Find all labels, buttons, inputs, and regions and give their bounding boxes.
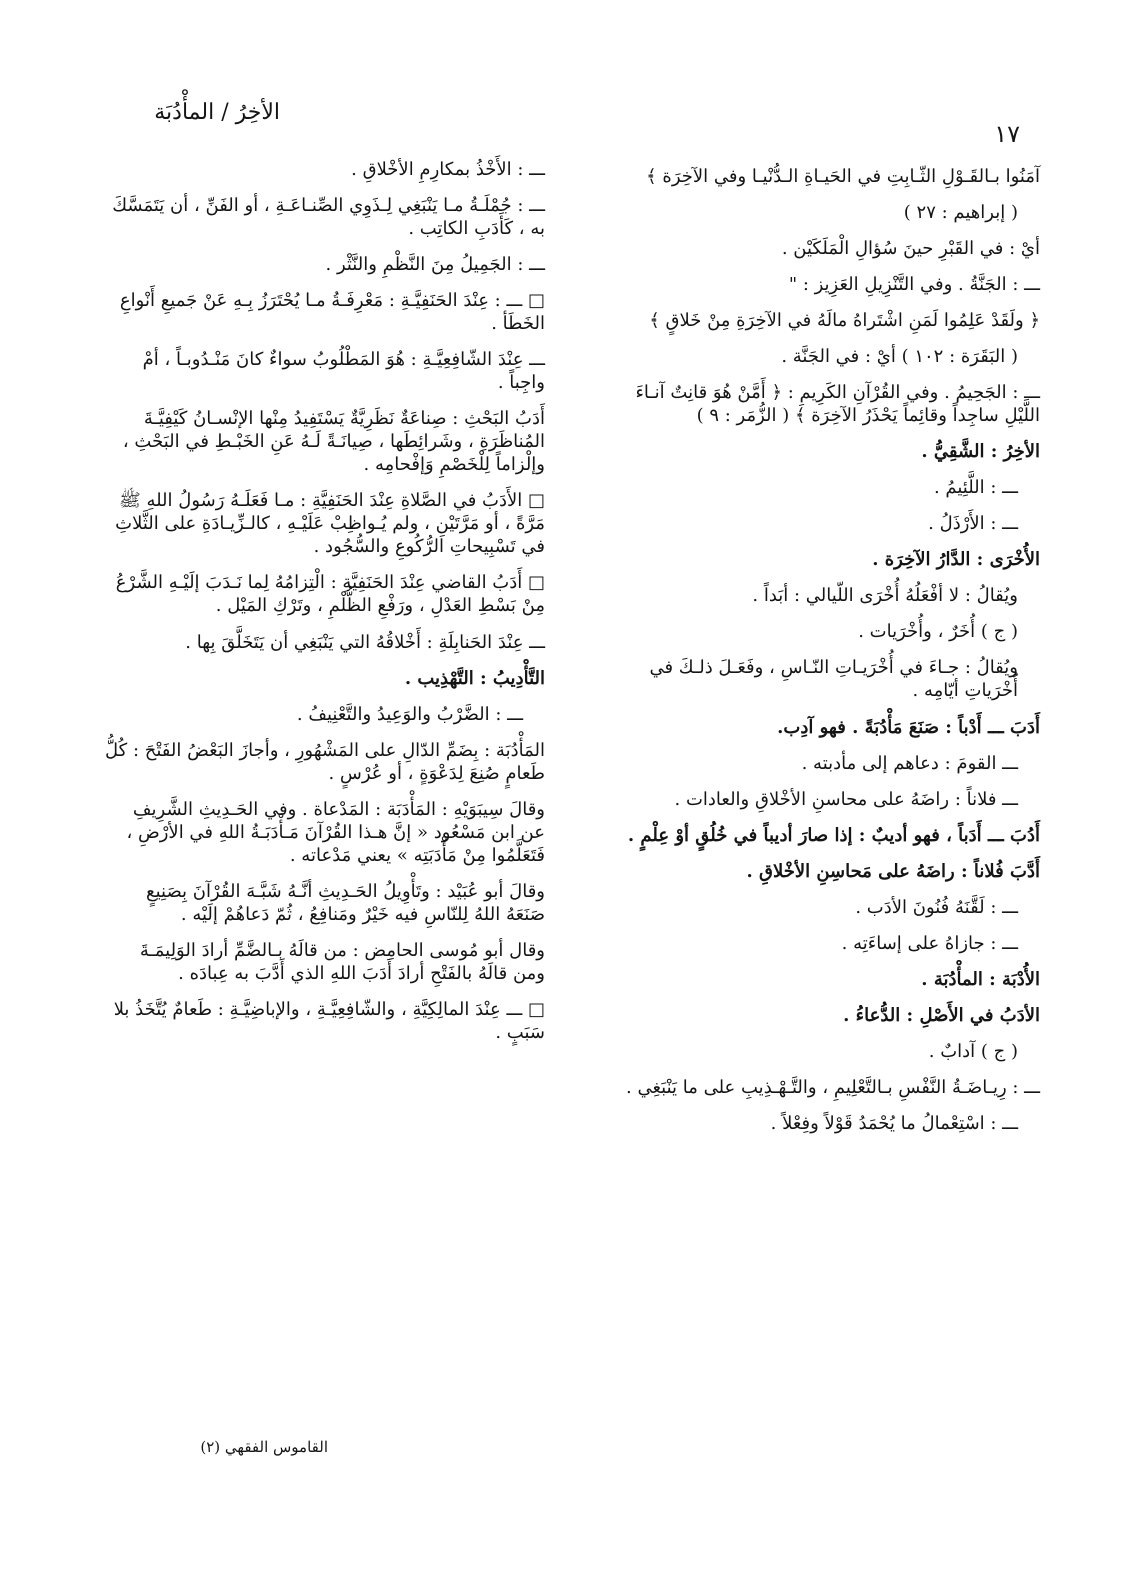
- right-entry-headword: أَدُبَ ـــ أَدَباً ، فهو أديبٌ : إذا صارَ أديباً في خُلُقٍ أوْ عِلْمٍ .: [627, 824, 1040, 846]
- right-entry-headword: الأُخْرَى : الدَّارُ الآخِرَة .: [872, 549, 1040, 571]
- left-paragraph-11: ـــ : الضَّرْبُ والوَعِيدُ والتَّعْنِيفُ .: [296, 703, 523, 725]
- left-paragraph-12: المَأْدُبَة : بِضَمِّ الدّالِ على المَشْهُورِ ، وأجازَ البَعْضُ الفَتْحَ : كُلُّ طَعامٍ صُنِعَ لِدَعْوَةٍ ، أو عُرْسٍ .: [105, 739, 545, 784]
- right-paragraph-10: ـــ : الأَرْذَلُ .: [928, 513, 1018, 535]
- right-paragraph-5: ﴿ ولَقَدْ عَلِمُوا لَمَنِ اشْتَراهُ مالَهُ في الآخِرَةِ مِنْ خَلاقٍ ﴾: [649, 310, 1040, 332]
- left-paragraph-3: ـــ : الجَمِيلُ مِنَ النَّظْمِ والنَّثْر .: [325, 254, 545, 276]
- right-column: [600, 165, 1040, 1148]
- right-entry-headword: الأُدْبَة : المأْدُبَة .: [921, 968, 1040, 990]
- running-head: الأخِرُ / المأْدُبَة: [154, 100, 280, 125]
- left-paragraph-5: ـــ عِنْدَ الشّافِعِيَّـةِ : هُوَ المَطْلُوبُ سواءٌ كانَ مَنْـدُوبـاً ، أمْ واجِباً .: [142, 349, 545, 394]
- left-paragraph-2: ـــ : جُمْلَـةُ مـا يَنْبَغِي لِـذَوِي الصِّنـاعَـةِ ، أو الفَنِّ ، أن يَتَمَسَّكَ به ، كَأَدَبِ الكاتِب .: [112, 195, 545, 240]
- right-entry-headword: الأخِرُ : الشَّقِيُّ .: [921, 441, 1040, 463]
- left-paragraph-8: □ أَدَبُ القاضي عِنْدَ الحَنَفِيَّةِ : الْتِزامُهُ لِما نَـدَبَ إلَيْـهِ الشَّرْعُ مِنْ بَسْطِ العَدْلِ ، ورَفْعِ الظُّلْمِ ، وتَرْكِ المَيْل .: [115, 572, 545, 617]
- right-paragraph-13: ( ج ) أُخَرٌ ، وأُخْرَيات .: [858, 621, 1018, 643]
- right-paragraph-6: ( البَقَرَة : ١٠٢ ) أيْ : في الجَنَّة .: [781, 346, 1018, 368]
- left-entry-headword: التَّأْدِيبُ : التَّهْذِيب .: [404, 667, 545, 689]
- page-footer: القاموس الفقهي (٢): [200, 1438, 328, 1456]
- left-paragraph-1: ـــ : الأَخْذُ بمكارِمِ الأخْلاقِ .: [351, 159, 545, 180]
- right-paragraph-20: ـــ : لَقَّنَهُ فُنُونَ الأدَب .: [855, 896, 1018, 918]
- right-paragraph-17: ـــ فلاناً : راضَهُ على محاسنِ الأخْلاقِ والعادات .: [674, 788, 1018, 810]
- right-paragraph-14: ويُقالُ : جـاءَ في أُخْرَيـاتِ النّـاسِ ، وفَعَـلَ ذلـكَ في أُخْرَياتِ أيّامِه .: [649, 657, 1018, 702]
- right-paragraph-9: ـــ : اللَّئِيمُ .: [933, 477, 1018, 499]
- right-paragraph-16: ـــ القومَ : دعاهم إلى مأدبته .: [801, 752, 1018, 774]
- right-paragraph-4: ـــ : الجَنَّةُ . وفي التَّنْزِيلِ العَزِيز : ": [788, 274, 1040, 296]
- left-paragraph-9: ـــ عِنْدَ الحَنابِلَةِ : أَخْلاقُهُ التي يَنْبَغِي أن يَتَخَلَّقَ بِها .: [185, 631, 545, 653]
- right-entry-headword: الأدَبُ في الأَصْلِ : الدُّعاءُ .: [843, 1004, 1040, 1026]
- right-paragraph-2: ( إبراهيم : ٢٧ ): [903, 202, 1018, 224]
- right-entry-headword: أَدَّبَ فُلاناً : راضَهُ على مَحاسِنِ الأخْلاقِ .: [746, 860, 1040, 882]
- right-paragraph-1: آمَنُوا بـالقَـوْلِ الثّـابِتِ في الحَيـاةِ الـدُّنْيـا وفي الآخِرَة ﴾: [646, 166, 1040, 187]
- page-number: ١٧: [994, 120, 1020, 148]
- right-paragraph-12: ويُقالُ : لا أفْعَلُهُ أُخْرَى اللّيالي : أبَداً .: [752, 585, 1018, 607]
- right-entry-headword: أَدَبَ ـــ أَدْباً : صَنَعَ مَأْدُبَةً . فهو آدِب.: [777, 716, 1040, 738]
- right-paragraph-3: أيْ : في القَبْرِ حينَ سُؤالِ الْمَلَكَيْن .: [781, 238, 1040, 260]
- left-paragraph-7: □ الأَدَبُ في الصَّلاةِ عِنْدَ الحَنَفِيَّةِ : مـا فَعَلَـهُ رَسُولُ اللهِ ﷺ مَرَّةً ، أو مَرَّتَيْنِ ، ولم يُـواظِبْ عَلَيْـهِ ، كالـزِّيـادَةِ على الثَّلاثِ في تَسْبِيحاتِ الرُّكُوعِ والسُّجُود .: [115, 490, 545, 558]
- left-paragraph-6: أَدَبُ البَحْثِ : صِناعَةٌ نَظَرِيَّةٌ يَسْتَفِيدُ مِنْها الإنْسـانُ كَيْفِيَّـةَ المُناظَرَةِ ، وشَرائِطَها ، صِيانَـةً لَـهُ عَنِ الخَبْـطِ في البَحْثِ ، وإلْزاماً لِلْخَصْمِ وَإفْحامِه .: [122, 408, 545, 476]
- left-paragraph-16: □ ـــ عِنْدَ المالِكِيَّةِ ، والشّافِعِيَّـةِ ، والإباضِيَّـةِ : طَعامٌ يُتَّخَذُ بلا سَبَبٍ .: [113, 998, 545, 1043]
- right-paragraph-25: ـــ : رِيـاضَـةُ النَّفْسِ بـالتَّعْلِيمِ ، والتَّـهْـذِيبِ على ما يَنْبَغِي .: [626, 1076, 1040, 1098]
- right-paragraph-21: ـــ : جازاهُ على إساءَتِه .: [841, 932, 1018, 954]
- right-paragraph-7: ـــ : الجَحِيمُ . وفي القُرْآنِ الكَرِيمِ : ﴿ أَمَّنْ هُوَ قانِتٌ آنـاءَ اللَّيْلِ ساجِداً وقائِماً يَحْذَرُ الآخِرَة ﴾ ( الزُّمَر : ٩ ): [635, 382, 1040, 427]
- left-paragraph-15: وقال أبو مُوسى الحامِض : من قالَهُ بـالضَّمِّ أرادَ الوَلِيمَـةَ ومن قالَهُ بالفَتْحِ أرادَ أَدَبَ اللهِ الذي أَدَّبَ به عِبادَه .: [139, 939, 545, 984]
- right-paragraph-24: ( ج ) آدابٌ .: [928, 1040, 1018, 1062]
- left-paragraph-14: وقالَ أبو عُبَيْد : وتَأْوِيلُ الحَـدِيثِ أنَّـهُ شَبَّـهَ القُرْآنَ بِصَنِيعٍ صَنَعَهُ اللهُ لِلنّاسِ فيه خَيْرٌ ومَنافِعُ ، ثُمّ دَعاهُمْ إلَيْه .: [146, 880, 545, 925]
- left-column: [105, 158, 545, 1057]
- left-paragraph-13: وقالَ سِيبَوَيْهِ : المَأْدَبَة : المَدْعاة . وفي الحَـدِيثِ الشَّرِيفِ عن ابن مَسْعُود « إنَّ هـذا القُرْآنَ مَـأْدَبَـةُ اللهِ في الأرْضِ ، فَتَعَلَّمُوا مِنْ مَأْدَبَتِه » يعني مَدْعاته .: [126, 798, 545, 866]
- left-paragraph-4: □ ـــ : عِنْدَ الحَنَفِيَّـةِ : مَعْرِفَـةُ مـا يُحْتَرَزُ بِـهِ عَنْ جَميعِ أَنْواعِ الخَطَأ .: [119, 290, 545, 335]
- right-paragraph-26: ـــ : اسْتِعْمالُ ما يُحْمَدُ قَوْلاً وفِعْلاً .: [770, 1112, 1018, 1134]
